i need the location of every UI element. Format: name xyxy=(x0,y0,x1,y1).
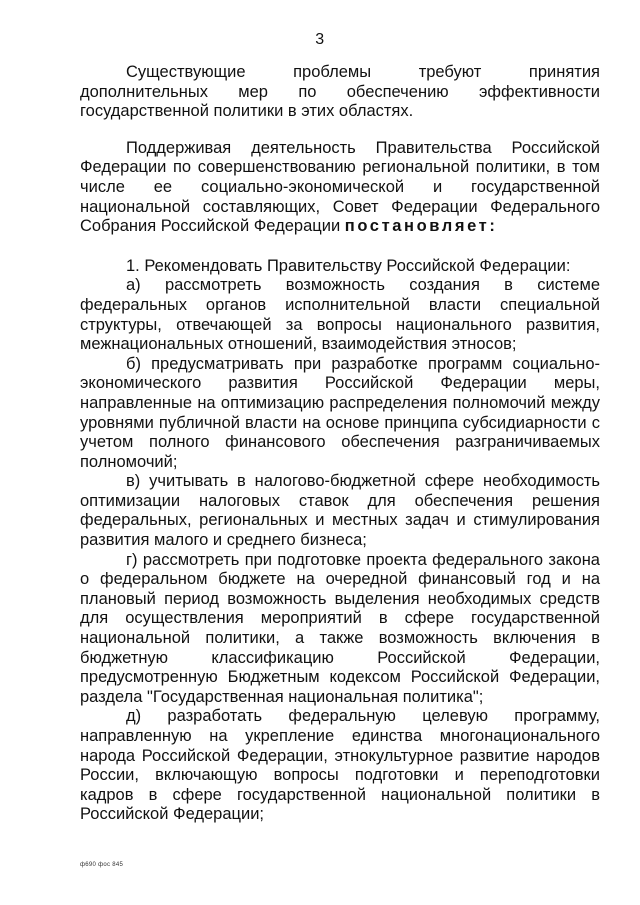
document-body xyxy=(80,63,600,825)
paragraph-problems: Существующие проблемы требуют принятия дополнительных мер по обеспечению эффективности государственной политики в этих областях. xyxy=(80,63,600,121)
paragraph-item-a: а) рассмотреть возможность создания в системе федеральных органов исполнительной власти специальной структуры, отвечающей за вопросы национального развития, межнациональных отношений, взаимодействия этносов; xyxy=(80,276,600,354)
paragraph-item-1: 1. Рекомендовать Правительству Российской Федерации: xyxy=(126,256,571,275)
page-number: 3 xyxy=(315,31,325,48)
footer-code: ф690 фос 845 xyxy=(80,862,124,868)
paragraph-item-v: в) учитывать в налогово-бюджетной сфере необходимость оптимизации налоговых ставок для обеспечения решения федеральных, региональных и местных задач и стимулирования развития малого и среднего бизнеса; xyxy=(80,472,600,550)
resolves-word: постановляет: xyxy=(344,217,498,236)
paragraph-item-d: д) разработать федеральную целевую программу, направленную на укрепление единства многонационального народа Российской Федерации, этнокультурное развитие народов России, включающую вопросы подготовки и переподготовки кадров в сфере государственной национальной политики в Российской Федерации; xyxy=(80,707,600,824)
paragraph-item-b: б) предусматривать при разработке программ социально-экономического развития Российской Федерации меры, направленные на оптимизацию распределения полномочий между уровнями публичной власти на основе принципа субсидиарности с учетом полного финансового обеспечения разграничиваемых полномочий; xyxy=(80,354,600,471)
paragraph-preamble xyxy=(80,139,600,237)
preamble-text: Поддерживая деятельность Правительства Российской Федерации по совершенствованию региональной политики, в том числе ее социально-экономической и государственной национальной составляющих, Совет Федерации Федерального Собрания Российской Федерации xyxy=(80,138,600,236)
paragraph-item-g: г) рассмотреть при подготовке проекта федерального закона о федеральном бюджете на очередной финансовый год и на плановый период возможность выделения необходимых средств для осуществления мероприятий в сфере государственной национальной политики, а также возможность включения в бюджетную классификацию Российской Федерации, предусмотренную Бюджетным кодексом Российской Федерации, раздела "Государственная национальная политика"; xyxy=(80,550,600,706)
